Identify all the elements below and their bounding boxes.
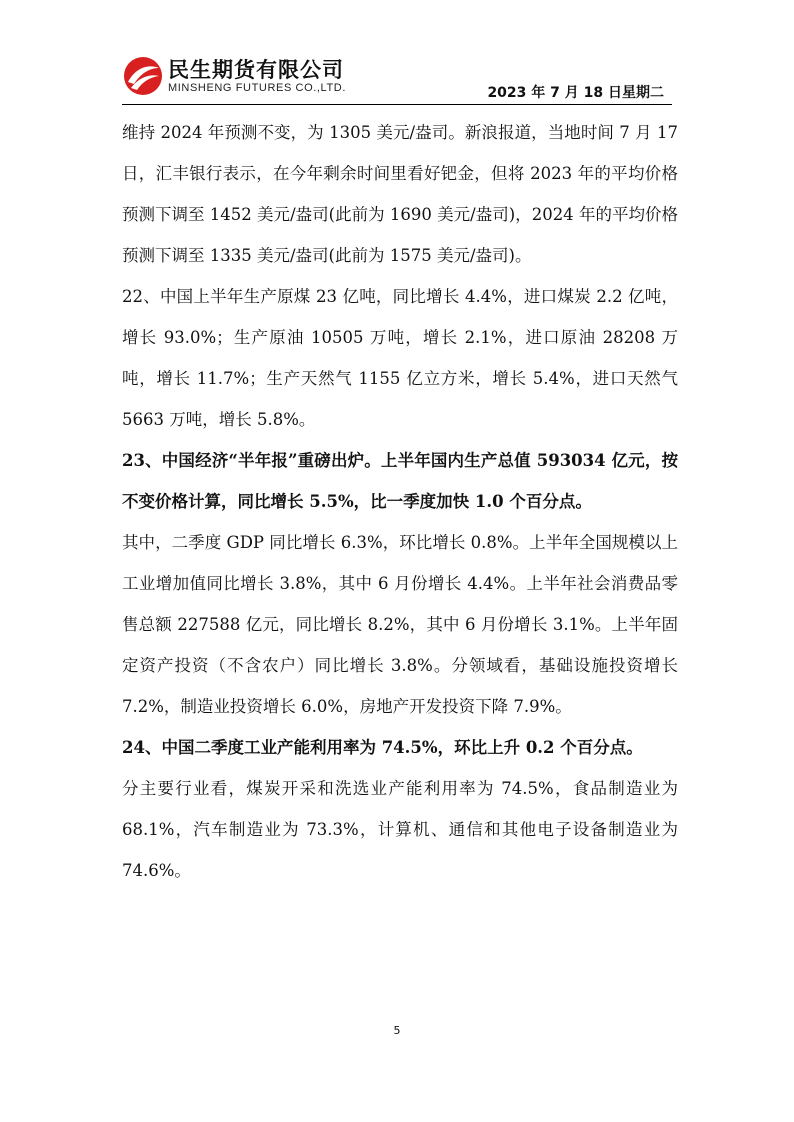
minsheng-logo-icon: [122, 55, 164, 97]
company-name-cn: 民生期货有限公司: [168, 58, 344, 82]
paragraph-23-gdp-details: 其中，二季度 GDP 同比增长 6.3%，环比增长 0.8%。上半年全国规模以上工业增加值同比增长 3.8%，其中 6 月份增长 4.4%。上半年社会消费品零售总额 227588 亿元，同比增长 8.2%，其中 6 月份增长 3.1%。上半年固定资产投资（不含农户）同比增长 3.8%。分领域看，基础设施投资增长 7.2%，制造业投资增长 6.0%，房地产开发投资下降 7.9%。: [122, 533, 678, 716]
paragraph-24-capacity-headline: 24、中国二季度工业产能利用率为 74.5%，环比上升 0.2 个百分点。: [122, 738, 643, 757]
company-name-en: MINSHENG FUTURES CO.,LTD.: [168, 82, 346, 94]
paragraph-palladium-forecast: 维持 2024 年预测不变，为 1305 美元/盎司。新浪报道，当地时间 7 月 17 日，汇丰银行表示，在今年剩余时间里看好钯金，但将 2023 年的平均价格预测下调至 1452 美元/盎司(此前为 1690 美元/盎司)，2024 年的平均价格预测下调至 1335 美元/盎司(此前为 1575 美元/盎司)。: [122, 123, 678, 265]
company-logo: [122, 52, 372, 102]
page-number: 5: [393, 1024, 401, 1037]
paragraph-24-capacity-details: 分主要行业看，煤炭开采和洗选业产能利用率为 74.5%，食品制造业为 68.1%，汽车制造业为 73.3%，计算机、通信和其他电子设备制造业为 74.6%。: [122, 779, 678, 880]
paragraph-22-energy-output: 22、中国上半年生产原煤 23 亿吨，同比增长 4.4%，进口煤炭 2.2 亿吨，增长 93.0%；生产原油 10505 万吨，增长 2.1%，进口原油 28208 万吨，增长 11.7%；生产天然气 1155 亿立方米，增长 5.4%，进口天然气 5663 万吨，增长 5.8%。: [122, 287, 678, 429]
document-body: [122, 112, 678, 891]
paragraph-23-gdp-headline: 23、中国经济“半年报”重磅出炉。上半年国内生产总值 593034 亿元，按不变价格计算，同比增长 5.5%，比一季度加快 1.0 个百分点。: [122, 451, 678, 511]
report-date: 2023 年 7 月 18 日星期二: [487, 85, 664, 101]
header-divider: [122, 104, 672, 105]
page-header: [0, 0, 794, 105]
